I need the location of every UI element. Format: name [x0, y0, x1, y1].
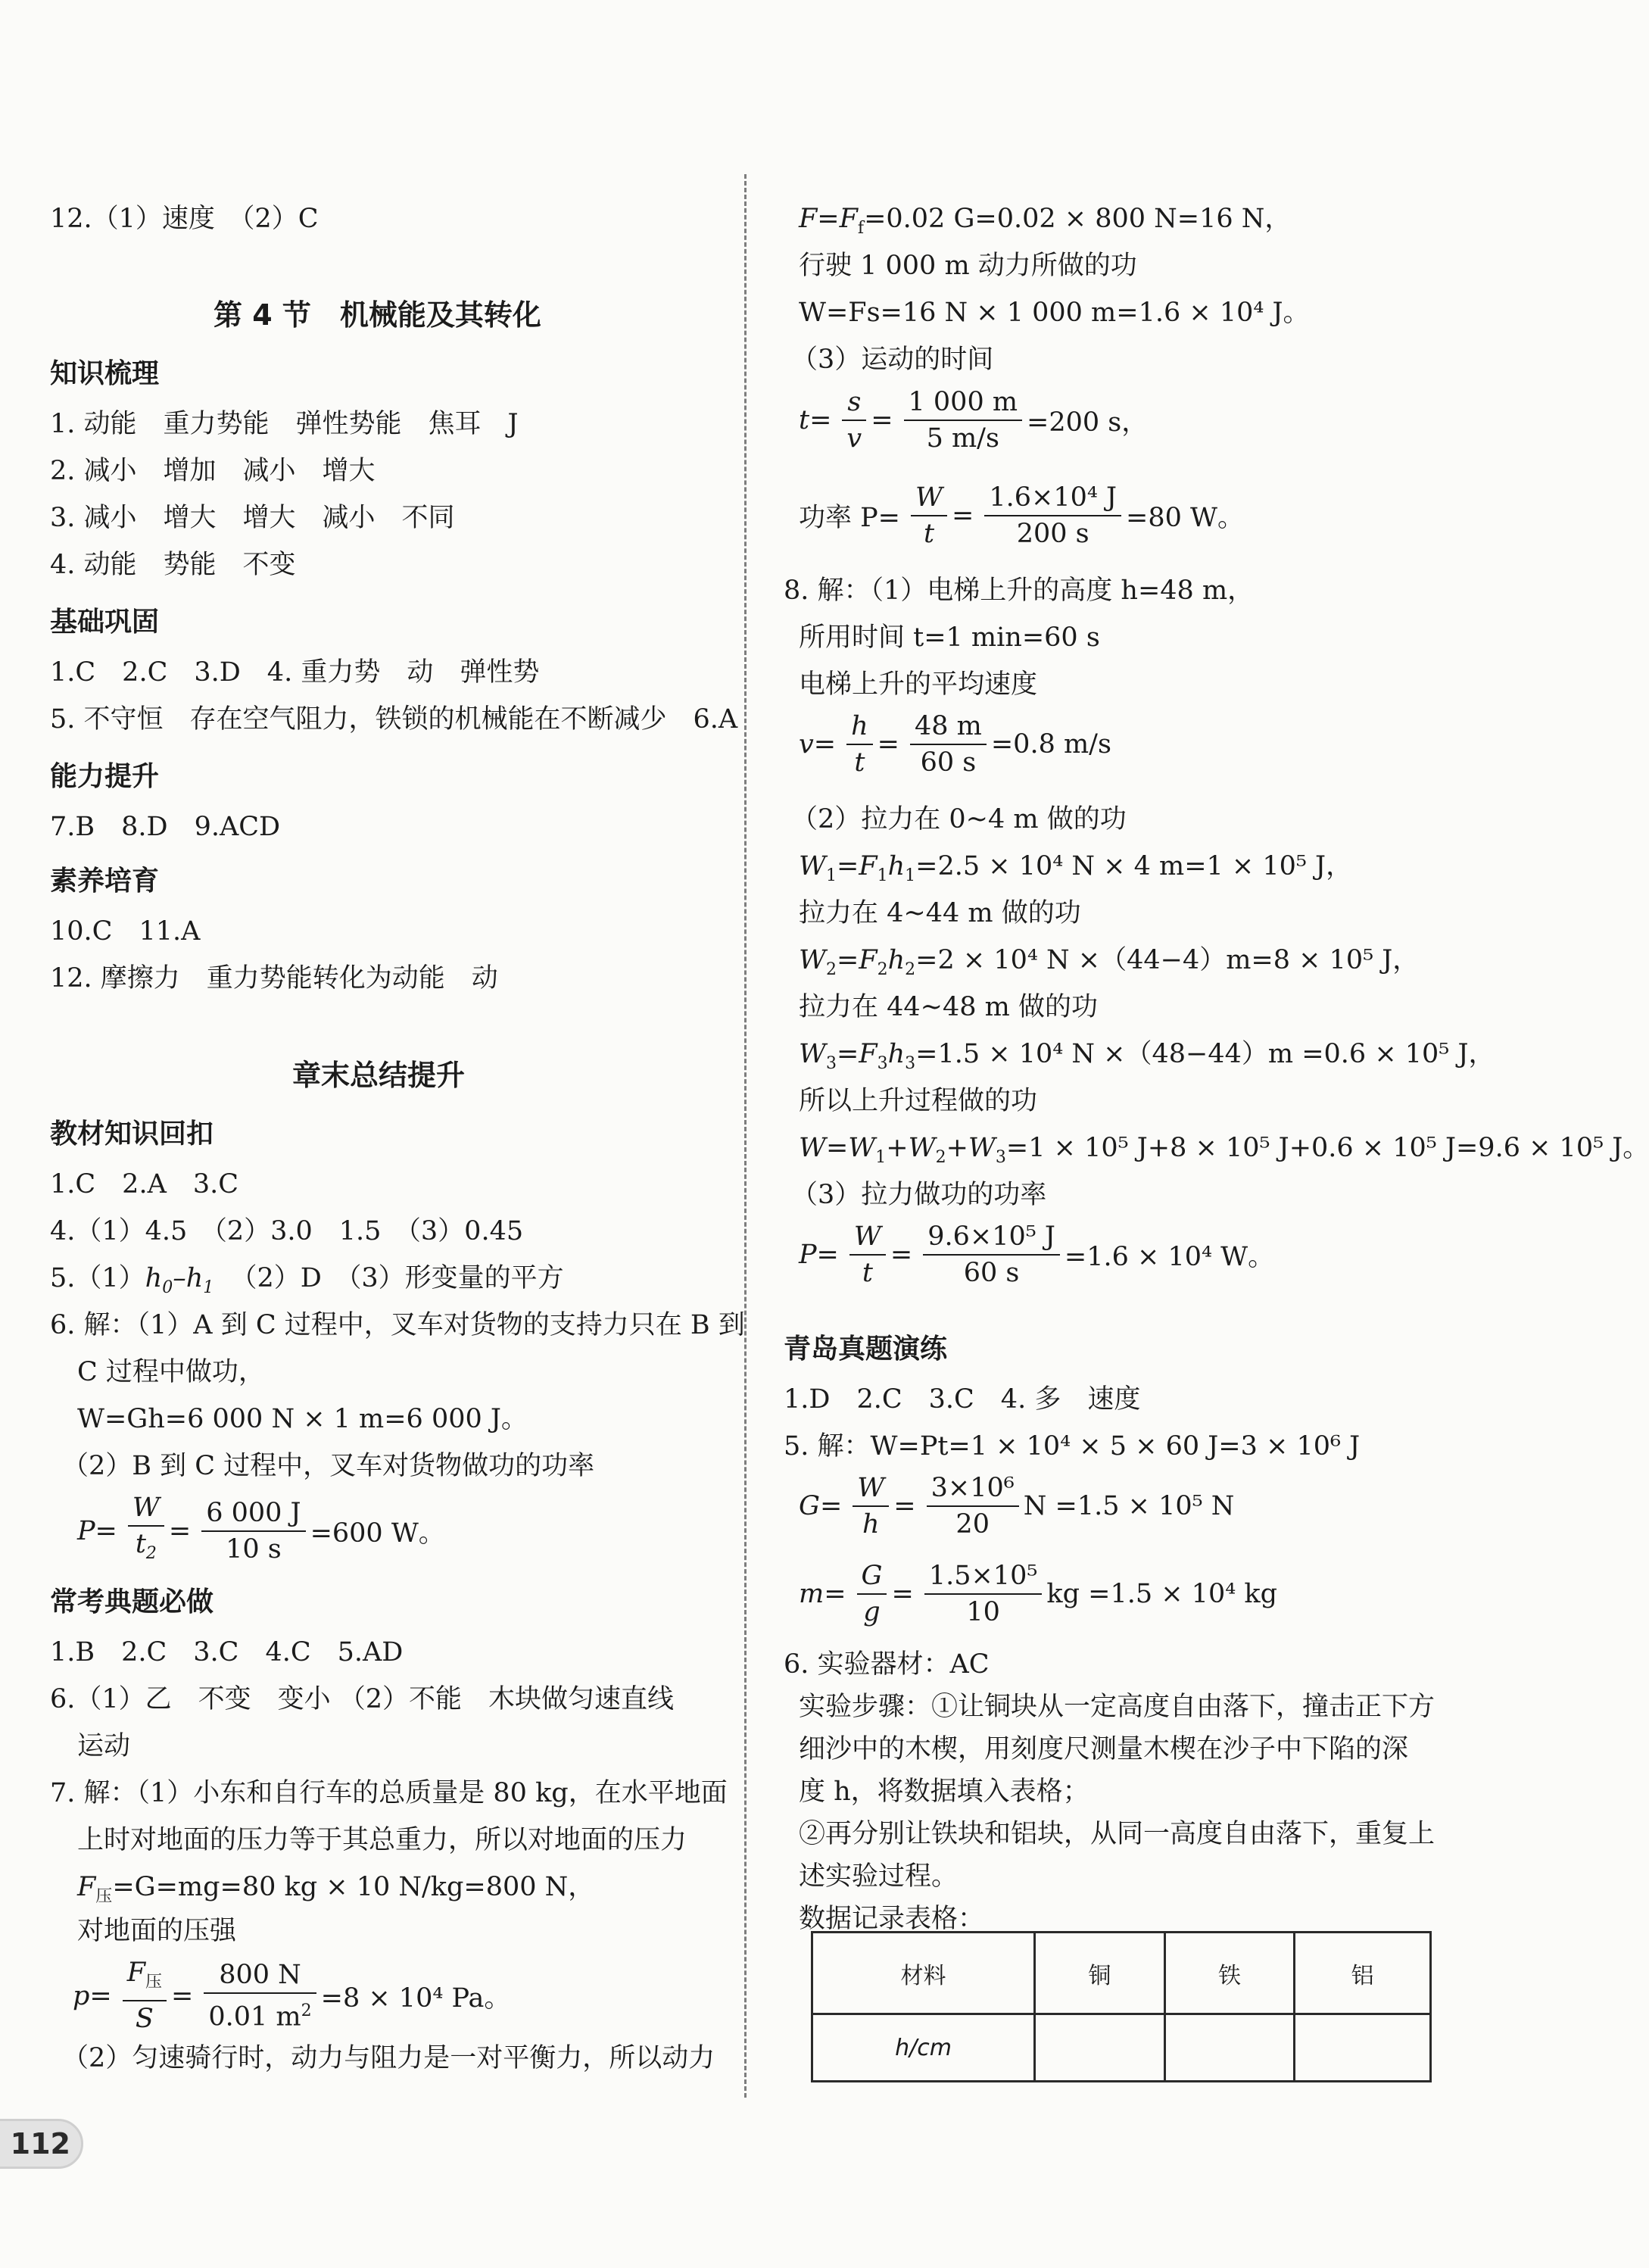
answer-line: 12.（1）速度 （2）C	[50, 204, 319, 234]
table-row	[812, 1933, 1431, 2014]
equation-power3: P= $\frac{W}{t}$ = $\frac{\text{9.6×10⁵ J}}{60 s}$ =1.6 × 10⁴ W。	[799, 1219, 1279, 1290]
equation-power2: 功率 P= $\frac{W}{t}$ = $\frac{\text{1.6×10⁴ J}}{200 s}$ =80 W。	[799, 480, 1248, 551]
answer-line: $W=W_1+W_2+W_3=1 \times 10^5$ J+8 × 10⁵ J+0.6 × 10⁵ J=9.6 × 10⁵ J。	[799, 1133, 1649, 1167]
heading-changkao: 常考典题必做	[50, 1586, 214, 1618]
table-cell	[1295, 2014, 1431, 2082]
answer-line: 5. 不守恒 存在空气阻力，铁锁的机械能在不断减少 6.A	[50, 704, 738, 735]
answer-line: 12. 摩擦力 重力势能转化为动能 动	[50, 963, 498, 994]
table-header-cell: 铁	[1164, 1933, 1295, 2014]
answer-line: 电梯上升的平均速度	[799, 669, 1038, 700]
table-row	[812, 2014, 1431, 2082]
answer-line: 10.C 11.A	[50, 916, 201, 947]
table-header-cell: 材料	[812, 1933, 1035, 2014]
table-row-label: h/cm	[812, 2014, 1035, 2082]
formula-h0-h1: $h_0-h_1$	[145, 1263, 214, 1297]
heading-nengli: 能力提升	[50, 761, 160, 792]
table-header-cell: 铜	[1035, 1933, 1165, 2014]
page-number-badge: 112	[0, 2119, 83, 2169]
answer-line: 1.D 2.C 3.C 4. 多 速度	[784, 1384, 1141, 1415]
answer-line: ②再分别让铁块和铝块，从同一高度自由落下，重复上	[799, 1819, 1435, 1849]
answer-line: $W_3=F_3h_3=1.5 \times 10^4$ N ×（48−44）m =0.6 × 10⁵ J，	[799, 1039, 1495, 1073]
answer-line: （2）拉力在 0~4 m 做的功	[791, 804, 1127, 835]
answer-line: （3）运动的时间	[791, 345, 994, 375]
equation-power: P= $\frac{W}{t_2}$ = $\frac{6 000 J}{10 s}$ =600 W。	[77, 1490, 450, 1571]
equation-time: t= $\frac{s}{v}$ = $\frac{1 000 m}{5 m/s}$ =200 s，	[799, 385, 1152, 456]
heading-jichu: 基础巩固	[50, 607, 160, 638]
table-cell	[1164, 2014, 1295, 2082]
equation-gravity: G= $\frac{W}{h}$ = $\frac{\text{3×10⁶}}{20}$ N =1.5 × 10⁵ N	[799, 1471, 1239, 1542]
answer-line: 6. 实验器材：AC	[784, 1649, 990, 1680]
answer-line: 8. 解：（1）电梯上升的高度 h=48 m，	[784, 576, 1255, 606]
data-record-table	[811, 1931, 1432, 2082]
answer-line: 所以上升过程做的功	[799, 1086, 1038, 1116]
answer-line: 上时对地面的压力等于其总重力，所以对地面的压力	[77, 1825, 687, 1855]
answer-line: 7. 解：（1）小东和自行车的总质量是 80 kg，在水平地面	[50, 1778, 728, 1808]
answer-line: 5. 解：W=Pt=1 × 10⁴ × 5 × 60 J=3 × 10⁶ J	[784, 1431, 1361, 1462]
equation-velocity: v= $\frac{h}{t}$ = $\frac{48 m}{60 s}$ =0.8 m/s	[799, 709, 1116, 780]
equation-mass: m= $\frac{G}{g}$ = $\frac{\text{1.5×10⁵}}{10}$ kg =1.5 × 10⁴ kg	[799, 1558, 1282, 1630]
equation-pressure: p= $\frac{F_压}{S}$ = $\frac{800 N}{0.01 m^2}$ =8 × 10⁴ Pa。	[73, 1955, 515, 2036]
table-header-cell: 铝	[1295, 1933, 1431, 2014]
answer-line: $W_2=F_2h_2=2 \times 10^4$ N ×（44−4）m=8 × 10⁵ J，	[799, 945, 1420, 979]
answer-line: 拉力在 44~48 m 做的功	[799, 992, 1098, 1022]
heading-jiaocai: 教材知识回扣	[50, 1118, 214, 1150]
answer-line: 所用时间 t=1 min=60 s	[799, 622, 1100, 653]
answer-line: 3. 减小 增大 增大 减小 不同	[50, 503, 455, 533]
answer-line: C 过程中做功，	[77, 1357, 265, 1387]
answer-line: $F_压=G=mg=80$ kg × 10 N/kg=800 N，	[77, 1872, 595, 1906]
answer-line: 4.（1）4.5 （2）3.0 1.5 （3）0.45	[50, 1216, 524, 1246]
answer-line: 实验步骤：①让铜块从一定高度自由落下，撞击正下方	[799, 1692, 1435, 1722]
answer-line: 7.B 8.D 9.ACD	[50, 812, 281, 842]
answer-line: 述实验过程。	[799, 1861, 959, 1892]
answer-line: 4. 动能 势能 不变	[50, 550, 296, 580]
answer-line: 运动	[77, 1731, 131, 1761]
table-cell	[1035, 2014, 1165, 2082]
answer-line: W=Fs=16 N × 1 000 m=1.6 × 10⁴ J。	[799, 298, 1310, 328]
answer-prefix: 5.（1）	[50, 1263, 145, 1293]
answer-line: 行驶 1 000 m 动力所做的功	[799, 251, 1137, 281]
answer-line: $W_1=F_1h_1=2.5 \times 10^4$ N × 4 m=1 × 10⁵ J，	[799, 851, 1353, 885]
heading-suyang: 素养培育	[50, 866, 160, 897]
answer-line: 1.C 2.C 3.D 4. 重力势 动 弹性势	[50, 657, 540, 688]
answer-line: 数据记录表格：	[799, 1904, 985, 1934]
answer-line: W=Gh=6 000 N × 1 m=6 000 J。	[77, 1404, 528, 1434]
column-divider	[744, 174, 747, 2098]
answer-line: 拉力在 4~44 m 做的功	[799, 898, 1081, 928]
answer-line: 6.（1）乙 不变 变小 （2）不能 木块做匀速直线	[50, 1684, 675, 1714]
answer-line: 1. 动能 重力势能 弹性势能 焦耳 J	[50, 409, 519, 439]
answer-line: 细沙中的木楔，用刻度尺测量木楔在沙子中下陷的深	[799, 1734, 1409, 1764]
answer-line: （2）B 到 C 过程中，叉车对货物做功的功率	[62, 1451, 595, 1481]
section-title: 第 4 节 机械能及其转化	[214, 298, 541, 332]
answer-line: 1.B 2.C 3.C 4.C 5.AD	[50, 1637, 404, 1667]
chapter-title: 章末总结提升	[292, 1059, 466, 1092]
answer-line: （3）拉力做功的功率	[791, 1180, 1047, 1210]
answer-suffix: （2）D （3）形变量的平方	[230, 1263, 564, 1293]
answer-line: 度 h，将数据填入表格；	[799, 1777, 1089, 1807]
answer-line: 2. 减小 增加 减小 增大	[50, 456, 376, 486]
heading-zhishi: 知识梳理	[50, 358, 160, 389]
answer-line: （2）匀速骑行时，动力与阻力是一对平衡力，所以动力	[62, 2043, 715, 2073]
answer-line: 6. 解：（1）A 到 C 过程中，叉车对货物的支持力只在 B 到	[50, 1310, 745, 1340]
answer-line	[50, 1260, 564, 1306]
answer-line: 1.C 2.A 3.C	[50, 1169, 239, 1200]
answer-line: 对地面的压强	[77, 1916, 237, 1946]
heading-qingdao: 青岛真题演练	[784, 1334, 948, 1365]
answer-line: $F=F_f=0.02$ G=0.02 × 800 N=16 N，	[799, 204, 1292, 238]
